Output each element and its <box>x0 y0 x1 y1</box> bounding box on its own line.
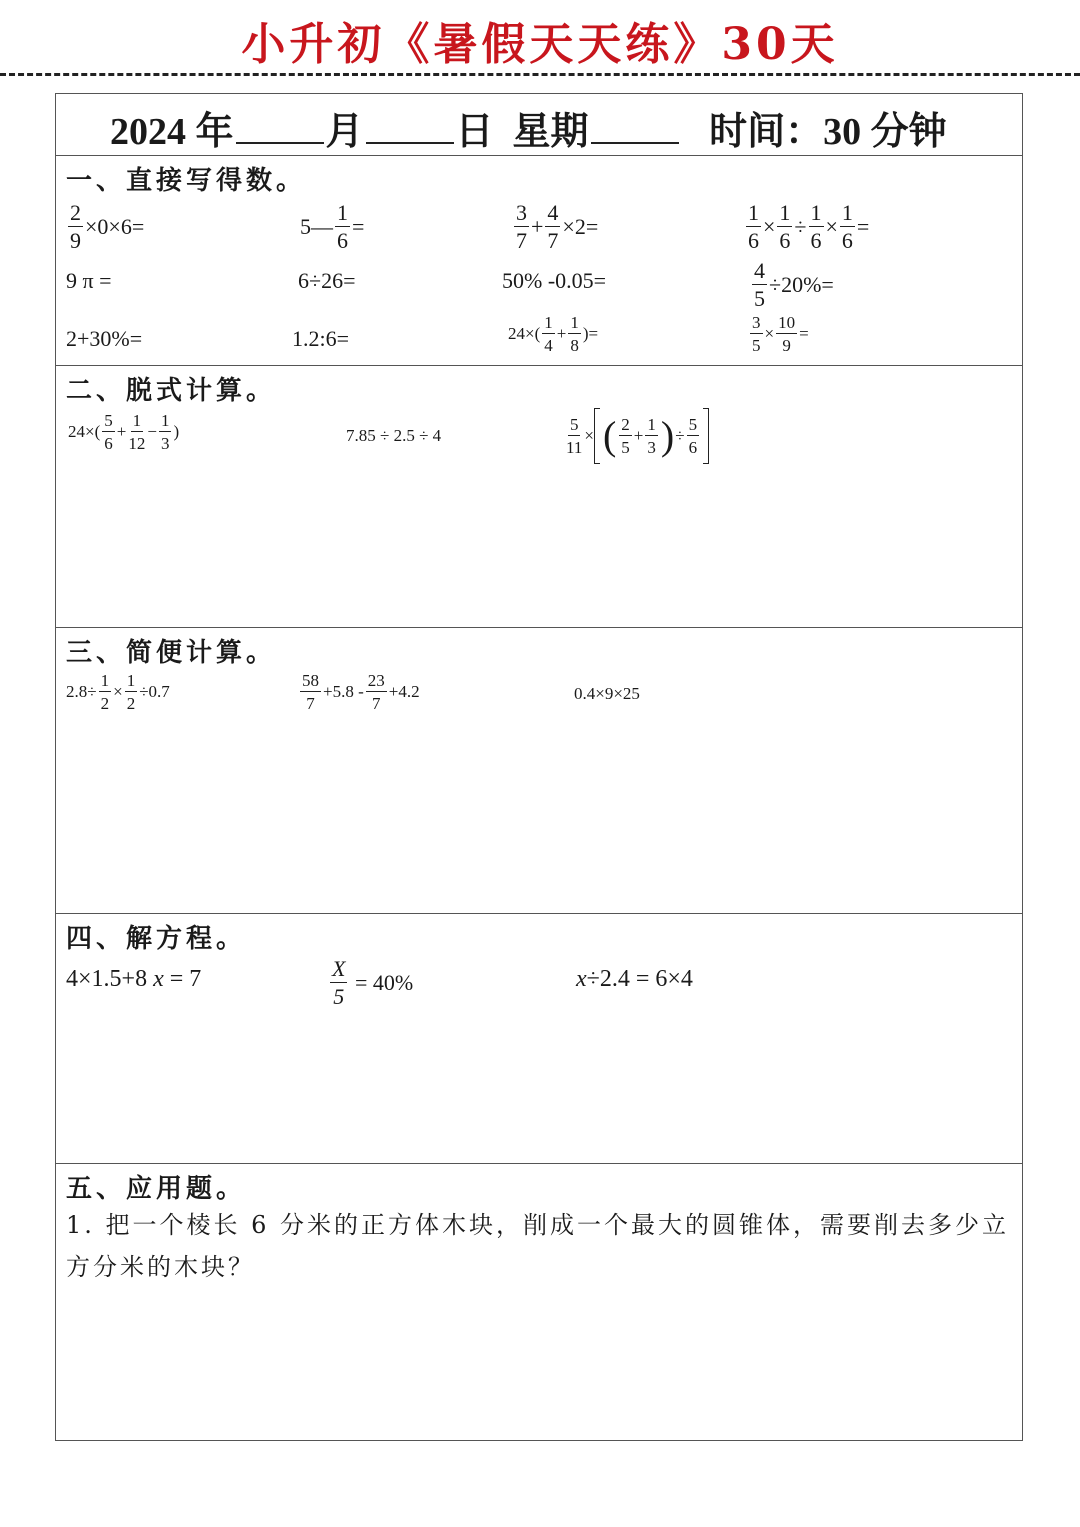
expression: 5— $\frac{1}{6}$ = <box>300 200 365 253</box>
expression: $\frac{2}{9}$ ×0×6= <box>70 200 145 253</box>
fraction: $\frac{1}{6}$ <box>337 200 348 253</box>
expression: 2+30%= <box>66 326 143 351</box>
expression: $\frac{58}{7}$ +5.8 - $\frac{23}{7}$ +4.2 <box>302 671 420 713</box>
equation: x ÷2.4 = 6×4 <box>576 966 693 992</box>
page-title: 小升初《暑假天天练》30天 <box>241 19 839 70</box>
expression: 9 π = <box>66 268 112 293</box>
fraction: $\frac{4}{5}$ <box>754 258 765 311</box>
expression: 50% -0.05= <box>502 268 607 293</box>
expression: $\frac{3}{5}$ × $\frac{10}{9}$ = <box>752 313 809 355</box>
fraction: $\frac{3}{5}$ <box>752 313 761 355</box>
section-title: 五、应用题。 <box>66 1174 247 1204</box>
left-bracket <box>594 408 600 464</box>
expression: 0.4×9×25 <box>574 684 640 703</box>
fraction: $\frac{1}{8}$ <box>570 313 579 355</box>
fraction: $\frac{1}{6}$ <box>841 200 853 253</box>
fraction: $\frac{10}{9}$ <box>778 313 796 355</box>
expression: $\frac{5}{11}$ × ( $\frac{2}{5}$ + $\frac{1}{3}$ ) ÷ $\frac{5}{6}$ <box>564 408 709 464</box>
section-title: 一、直接写得数。 <box>66 166 307 196</box>
expression: $\frac{3}{7}$ + $\frac{4}{7}$ ×2= <box>516 200 599 253</box>
fraction: $\frac{4}{7}$ <box>547 200 559 253</box>
expression: 24×( $\frac{5}{6}$ + $\frac{1}{12}$ − $\frac{1}{3}$ ) <box>68 411 180 453</box>
fraction: $\frac{3}{7}$ <box>516 200 527 253</box>
time-label: 时间：30 分钟 <box>709 111 947 153</box>
expression: 7.85 ÷ 2.5 ÷ 4 <box>346 426 442 445</box>
worksheet <box>55 93 1023 1441</box>
section-title: 四、解方程。 <box>66 924 247 954</box>
fraction: $\frac{X}{5}$ <box>332 956 346 1009</box>
section-title: 三、简便计算。 <box>66 638 277 668</box>
expression: $\frac{4}{5}$ ÷20%= <box>754 258 834 311</box>
fraction: $\frac{1}{6}$ <box>779 200 791 253</box>
dashed-divider <box>0 73 1080 76</box>
date-header <box>56 94 1022 156</box>
fraction: $\frac{1}{6}$ <box>810 200 822 253</box>
section-direct-answers <box>56 156 1022 366</box>
section-word-problems <box>56 1164 1022 1440</box>
month-blank[interactable] <box>236 112 324 144</box>
fraction: $\frac{58}{7}$ <box>302 671 319 713</box>
fraction: $\frac{1}{3}$ <box>647 415 656 457</box>
fraction: $\frac{1}{3}$ <box>160 411 170 453</box>
word-problem-1: 1. 把一个棱长 6 分米的正方体木块，削成一个最大的圆锥体，需要削去多少立方分米的木块？ <box>66 1211 1010 1281</box>
right-bracket <box>703 408 709 464</box>
fraction: $\frac{1}{6}$ <box>748 200 759 253</box>
fraction: $\frac{5}{6}$ <box>104 411 113 453</box>
fraction: $\frac{1}{12}$ <box>128 411 146 453</box>
expression: $\frac{1}{6}$ × $\frac{1}{6}$ ÷ $\frac{1}{6}$ × $\frac{1}{6}$ = <box>748 200 870 253</box>
equation: $\frac{X}{5}$ = 40% <box>332 956 414 1009</box>
fraction: $\frac{5}{6}$ <box>688 415 698 457</box>
day-label: 日 <box>455 111 494 153</box>
expression: 1.2:6= <box>292 326 350 351</box>
expression: 2.8÷ $\frac{1}{2}$ × $\frac{1}{2}$ ÷0.7 <box>66 671 170 713</box>
fraction: $\frac{5}{11}$ <box>566 415 583 457</box>
equation: 4×1.5+8 x = 7 <box>66 966 202 992</box>
fraction: $\frac{1}{2}$ <box>100 671 110 713</box>
day-blank[interactable] <box>366 112 454 144</box>
section-title: 二、脱式计算。 <box>66 376 277 406</box>
fraction: $\frac{2}{5}$ <box>621 415 630 457</box>
section-simple-calculation <box>56 628 1022 914</box>
fraction: $\frac{1}{4}$ <box>544 313 553 355</box>
expression: 6÷26= <box>298 268 356 293</box>
fraction: $\frac{23}{7}$ <box>367 671 385 713</box>
section-step-calculation <box>56 366 1022 628</box>
week-label: 星期 <box>512 111 589 153</box>
month-label: 月 <box>325 111 364 153</box>
section-equations <box>56 914 1022 1164</box>
week-blank[interactable] <box>591 112 679 144</box>
fraction: $\frac{1}{2}$ <box>126 671 136 713</box>
year-label: 2024 年 <box>110 111 234 153</box>
fraction: $\frac{2}{9}$ <box>70 200 81 253</box>
expression: 24×( $\frac{1}{4}$ + $\frac{1}{8}$ )= <box>508 313 599 355</box>
